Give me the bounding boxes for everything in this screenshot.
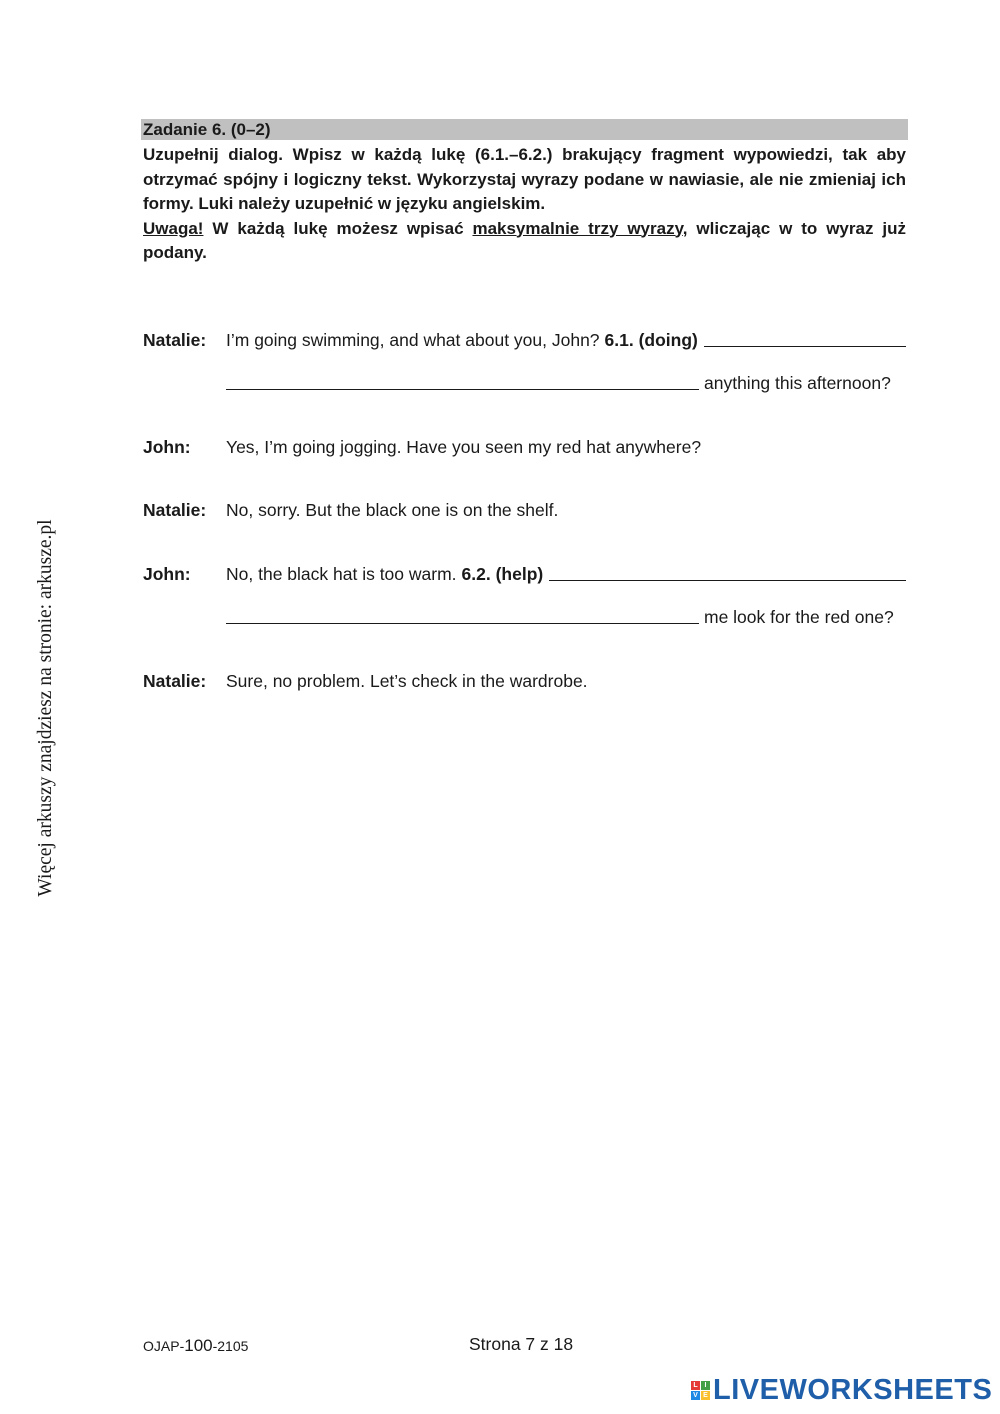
- speaker-label: Natalie:: [143, 500, 207, 520]
- logo-tile-i: I: [701, 1381, 710, 1390]
- note-text-1: W każdą lukę możesz wpisać: [203, 218, 473, 238]
- note-emphasis: maksymalnie trzy wyrazy: [472, 218, 683, 238]
- liveworksheets-icon: [691, 1381, 710, 1400]
- task-header: Zadanie 6. (0–2): [141, 119, 908, 140]
- logo-tile-e: E: [701, 1391, 710, 1400]
- liveworksheets-logo: [691, 1374, 992, 1407]
- logo-tile-v: V: [691, 1391, 700, 1400]
- note-text-2: , wliczając w to wyraz już podany.: [143, 218, 906, 262]
- exam-code-main: 100: [184, 1336, 213, 1355]
- dialog-text: Sure, no problem. Let’s check in the wardrobe.: [226, 671, 588, 691]
- page-number: Strona 7 z 18: [469, 1334, 574, 1354]
- gap-6-1-input-part-1[interactable]: [704, 334, 906, 351]
- exam-code-prefix: OJAP-: [143, 1338, 185, 1354]
- logo-tile-l: L: [691, 1381, 700, 1390]
- gap-6-1-input-part-2[interactable]: [226, 377, 699, 394]
- dialog-text: No, sorry. But the black one is on the shelf.: [226, 500, 559, 520]
- gap-label-6-2: 6.2. (help): [461, 564, 544, 584]
- dialog-text: No, the black hat is too warm.: [226, 564, 457, 584]
- dialog-text: Yes, I’m going jogging. Have you seen my red hat anywhere?: [226, 437, 702, 457]
- gap-6-2-blank-part-1[interactable]: [549, 563, 906, 581]
- gap-6-2-input-part-2[interactable]: [226, 611, 699, 628]
- speaker-label: John:: [143, 437, 191, 457]
- instruction-note: [143, 217, 906, 266]
- exam-code: [143, 1336, 248, 1356]
- speaker-label: Natalie:: [143, 671, 207, 691]
- gap-6-1-blank-part-2[interactable]: [226, 372, 699, 390]
- brand-name: LIVEWORKSHEETS: [713, 1374, 993, 1406]
- dialog-text: I’m going swimming, and what about you, John?: [226, 330, 600, 350]
- side-watermark-note: Więcej arkuszy znajdziesz na stronie: arkusze.pl: [35, 519, 56, 897]
- exam-code-suffix: -2105: [212, 1338, 249, 1354]
- gap-6-1-blank-part-1[interactable]: [704, 329, 906, 347]
- instruction-main: Uzupełnij dialog. Wpisz w każdą lukę (6.1.–6.2.) brakujący fragment wypowiedzi, tak aby otrzymać spójny i logiczny tekst. Wykorzystaj wyrazy podane w nawiasie, ale nie zmieniaj ich formy. Luki należy uzupełnić w języku angielskim.: [143, 145, 906, 213]
- gap-label-6-1: 6.1. (doing): [604, 330, 698, 350]
- speaker-label: John:: [143, 564, 191, 584]
- gap-6-2-continuation: me look for the red one?: [704, 607, 894, 627]
- gap-6-2-input-part-1[interactable]: [549, 568, 906, 585]
- gap-6-2-blank-part-2[interactable]: [226, 606, 699, 624]
- note-label: Uwaga!: [143, 218, 204, 238]
- gap-6-1-continuation: anything this afternoon?: [704, 373, 891, 393]
- task-instructions: [143, 143, 906, 266]
- speaker-label: Natalie:: [143, 330, 207, 350]
